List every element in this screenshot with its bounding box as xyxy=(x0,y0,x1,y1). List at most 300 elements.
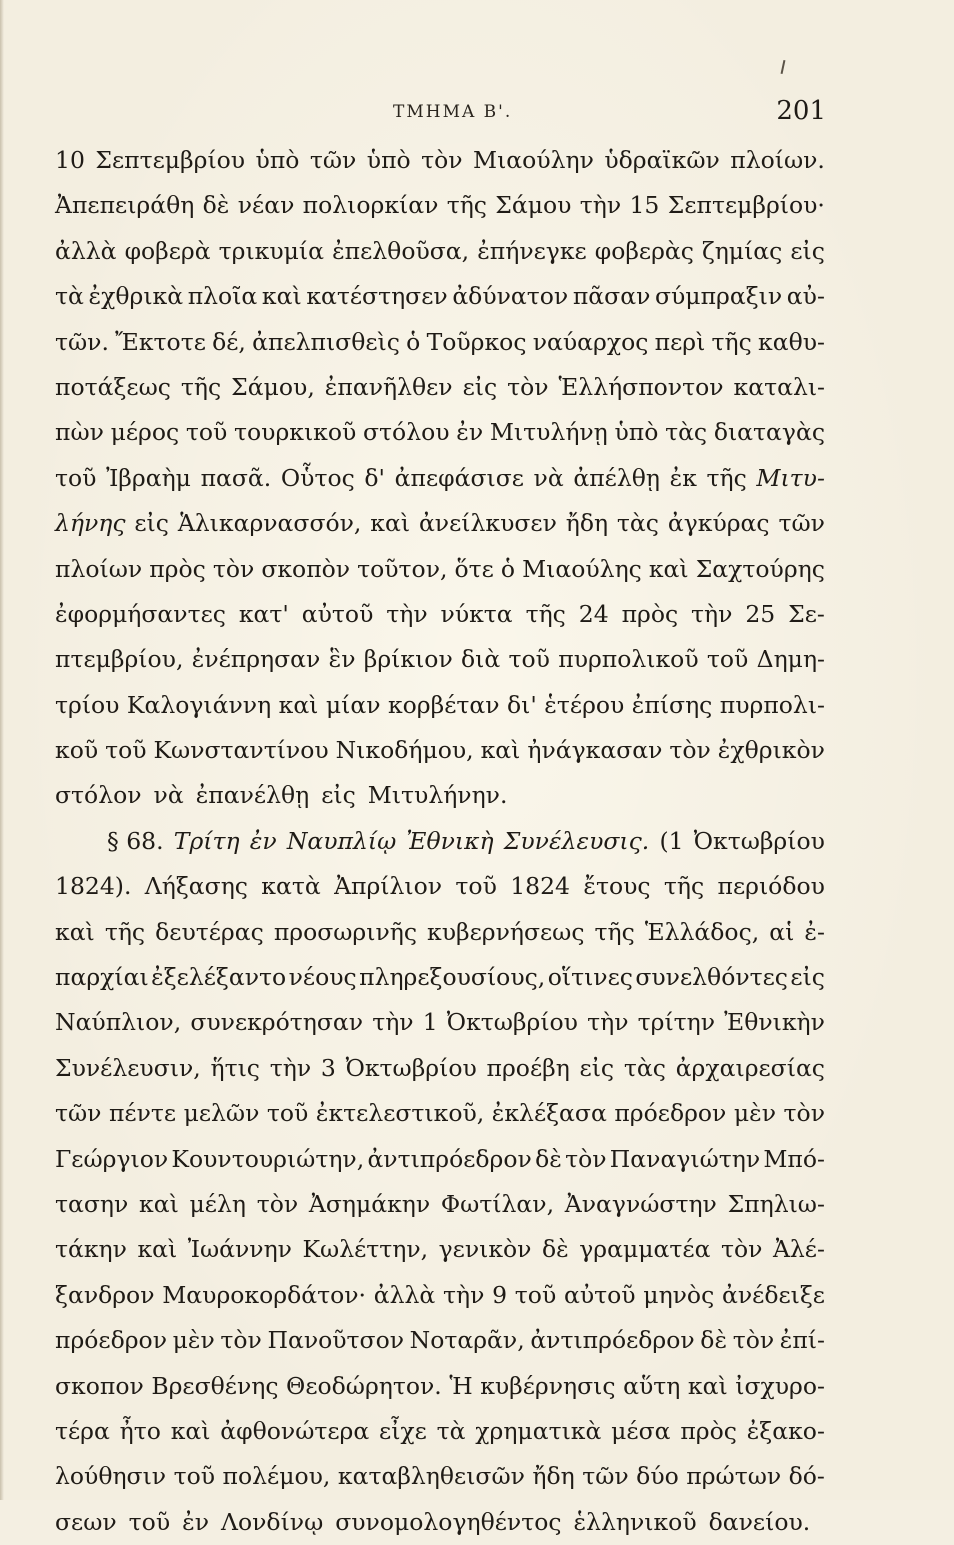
word: Ἀπεπειράθη xyxy=(55,191,195,220)
word: νὰ xyxy=(533,463,564,492)
word: κατέστησεν xyxy=(306,282,448,311)
word: ἀφθονώτερα xyxy=(220,1416,370,1445)
word: τὸν xyxy=(783,1099,825,1128)
word: τὸν xyxy=(220,1326,262,1355)
word: ἐφορμήσαντες xyxy=(55,599,226,628)
text-line xyxy=(55,864,825,909)
text-line xyxy=(55,592,825,637)
word: Ἑλλήσποντον xyxy=(558,372,724,401)
text-line xyxy=(55,1500,825,1545)
word: τὴν xyxy=(579,191,622,220)
word: Πανοῦτσον xyxy=(267,1326,405,1355)
text-line xyxy=(55,910,825,955)
word: 24 xyxy=(578,599,609,628)
word: κορβέταν xyxy=(387,690,500,719)
word: τῶν. xyxy=(55,327,109,356)
word: εἰς xyxy=(790,963,825,992)
word: Κουντουριώτην, xyxy=(171,1144,365,1173)
word: ἐπανῆλθεν xyxy=(324,372,453,401)
word: τοῦ xyxy=(55,463,97,492)
word: τοῦ xyxy=(173,1462,216,1491)
word: ἀπεφάσισε xyxy=(394,463,524,492)
word: ἀγκύρας xyxy=(667,509,770,538)
section-heading: ΤΜΗΜΑ Β'. xyxy=(393,102,513,122)
word: ἐν xyxy=(182,1507,210,1536)
word: αἱ xyxy=(769,917,795,946)
word: σκοπὸν xyxy=(261,554,351,583)
text-line xyxy=(55,229,825,274)
word: πρώτων xyxy=(686,1462,782,1491)
word: μὲν xyxy=(172,1326,215,1355)
word: αὕτη xyxy=(623,1371,681,1400)
word: σύμπραξιν xyxy=(654,282,783,311)
word: περὶ xyxy=(654,327,706,356)
word: ἐκτελεστικοῦ, xyxy=(315,1099,485,1128)
word: ἓν xyxy=(328,645,356,674)
word: ἠνάγκασαν xyxy=(527,736,663,765)
word: Μπό- xyxy=(763,1144,825,1173)
word: πέντε xyxy=(108,1099,177,1128)
word: Σαχτούρης xyxy=(695,554,825,583)
text-line xyxy=(55,819,825,864)
word: ἀπέλθῃ xyxy=(573,463,660,492)
word: Μιτυ- xyxy=(756,463,825,492)
word: τὴν xyxy=(372,1008,414,1037)
word: Μαυροκορδάτον· xyxy=(162,1280,366,1309)
word: καὶ xyxy=(370,509,411,538)
word: ὑπὸ xyxy=(255,146,300,174)
text-line xyxy=(55,955,825,1000)
word: κυβερνήσεως xyxy=(427,917,585,946)
word: φοβερὰ xyxy=(124,236,211,265)
word: εἰς xyxy=(462,372,498,401)
word: τὰς xyxy=(623,1053,666,1082)
word: ἐκλέξασα xyxy=(491,1099,607,1128)
word: Σε- xyxy=(788,599,825,628)
word: νέους xyxy=(288,963,357,992)
word: τὴν xyxy=(386,599,428,628)
word: καταλι- xyxy=(733,372,825,401)
word: 15 xyxy=(629,191,660,220)
word: τοῦ xyxy=(185,418,228,447)
word: Ναυπλίῳ xyxy=(286,826,397,855)
word: ἑλληνικοῦ xyxy=(573,1507,697,1536)
word: τρίτην xyxy=(637,1008,716,1037)
word: καὶ xyxy=(648,554,689,583)
word: Συνέλευσις. xyxy=(503,826,650,855)
word: ζημίας xyxy=(701,236,783,265)
word: § 68. xyxy=(107,826,164,855)
text-line xyxy=(55,1364,825,1409)
word: ἐπί- xyxy=(779,1326,825,1355)
word: ἀπελπισθεὶς xyxy=(252,327,400,356)
word: γενικὸν xyxy=(438,1235,532,1264)
word: τῆς xyxy=(594,917,635,946)
word: μέρος xyxy=(110,418,180,447)
word: συνομολογηθέντος xyxy=(335,1507,562,1536)
word: τὸν xyxy=(212,554,255,583)
word: Ἑλλάδος, xyxy=(644,917,760,946)
print-mark xyxy=(781,60,786,74)
word: καὶ xyxy=(687,1371,728,1400)
word: κοῦ xyxy=(55,736,99,765)
word: τῶν xyxy=(778,509,825,538)
text-line xyxy=(55,1227,825,1272)
word: Βρεσθένης xyxy=(151,1371,279,1400)
word: τῆς xyxy=(706,463,747,492)
word: στόλου xyxy=(363,418,450,447)
word: ἐ- xyxy=(804,917,825,946)
word: τοῦ xyxy=(105,736,147,765)
word: καταβληθεισῶν xyxy=(337,1462,525,1491)
word: τὴν xyxy=(587,1008,629,1037)
word: ἦτο xyxy=(119,1416,161,1445)
word: πυρπολικοῦ xyxy=(558,645,699,674)
word: Ἀλέ- xyxy=(772,1235,825,1264)
word: Παναγιώτην xyxy=(609,1144,761,1173)
word: ἐκ xyxy=(669,463,697,492)
text-line xyxy=(55,320,825,365)
word: τὸν xyxy=(256,1189,299,1218)
word: ἀλλὰ xyxy=(55,236,117,265)
word: πρόεδρον xyxy=(614,1099,727,1128)
word: Ἰβραὴμ xyxy=(106,463,191,492)
text-line xyxy=(55,637,825,682)
word: πλοίων xyxy=(55,554,143,583)
word: εἰς xyxy=(579,1053,615,1082)
word: ἀνέδειξε xyxy=(721,1280,825,1309)
word: φοβερὰς xyxy=(594,236,694,265)
word: τὰς xyxy=(616,509,659,538)
word: ξανδρον xyxy=(55,1280,155,1309)
word: Σάμου, xyxy=(231,372,315,401)
word: χρηματικὰ xyxy=(475,1416,602,1445)
word: πληρεξουσίους, xyxy=(359,963,546,992)
word: πλοίων. xyxy=(730,146,825,174)
text-line xyxy=(55,773,825,818)
text-line xyxy=(55,683,825,728)
word: ναύαρχος xyxy=(532,327,649,356)
word: Νικοδήμου, xyxy=(335,736,474,765)
word: ἐχθρικὸν xyxy=(717,736,825,765)
word: τὴν xyxy=(443,1280,485,1309)
word: Θεοδώρητον. xyxy=(286,1371,442,1400)
word: τὰ xyxy=(55,282,84,311)
text-line xyxy=(55,1454,825,1499)
word: Φωτίλαν, xyxy=(440,1189,555,1218)
text-line xyxy=(55,1000,825,1045)
word: λήνης xyxy=(55,509,126,538)
word: συνεκρότησαν xyxy=(190,1008,364,1037)
word: τῆς xyxy=(663,872,705,901)
word: τοῦ xyxy=(508,645,550,674)
word: ὑπὸ xyxy=(614,418,659,447)
word: νέαν xyxy=(237,191,295,220)
word: περιόδου xyxy=(717,872,825,901)
word: πρὸς xyxy=(149,554,206,583)
word: νὰ xyxy=(153,781,184,810)
word: δὲ xyxy=(535,1144,562,1173)
word: ποτάξεως xyxy=(55,372,171,401)
word: βρίκιον xyxy=(363,645,453,674)
word: Μιαούλην xyxy=(473,146,594,174)
word: Νοταρᾶν, xyxy=(409,1326,525,1355)
word: Μιτυλήνῃ xyxy=(489,418,608,447)
word: ὑδραϊκῶν xyxy=(604,146,720,174)
word: Σάμου xyxy=(495,191,572,220)
word: δέ, xyxy=(212,327,246,356)
word: ἐξακο- xyxy=(746,1416,825,1445)
word: ἰσχυρο- xyxy=(735,1371,825,1400)
word: Ἡ xyxy=(449,1371,473,1400)
word: μίαν xyxy=(325,690,381,719)
word: 1 xyxy=(422,1008,438,1037)
word: Σπηλιω- xyxy=(727,1189,825,1218)
word: πρὸς xyxy=(680,1416,737,1445)
word: 10 xyxy=(55,146,85,174)
word: πυρπολι- xyxy=(719,690,825,719)
word: Λονδίνῳ xyxy=(221,1507,324,1536)
text-line xyxy=(55,138,825,183)
word: 1824 xyxy=(510,872,571,901)
word: κυβέρνησις xyxy=(480,1371,616,1400)
word: Ὀκτωβρίου xyxy=(446,1008,578,1037)
text-line xyxy=(55,365,825,410)
word: καὶ xyxy=(170,1416,211,1445)
word: ὑπὸ xyxy=(366,146,411,174)
word: δύο xyxy=(636,1462,679,1491)
word: Σεπτεμβρίου xyxy=(95,146,246,174)
word: ἀρχαιρεσίας xyxy=(675,1053,825,1082)
word: ἤδη xyxy=(565,509,609,538)
word: τάκην xyxy=(55,1235,127,1264)
running-head xyxy=(0,96,954,136)
word: Ὀκτωβρίου xyxy=(345,1053,477,1082)
word: Ἔκτοτε xyxy=(115,327,206,356)
word: Δημη- xyxy=(756,645,825,674)
word: τῶν xyxy=(55,1099,102,1128)
word: τὰς xyxy=(665,418,708,447)
word: τασην xyxy=(55,1189,129,1218)
word: τὴν xyxy=(691,599,733,628)
word: δὲ xyxy=(541,1235,569,1264)
word: τῆς xyxy=(104,917,146,946)
word: Γεώργιον xyxy=(55,1144,169,1173)
word: Ἁλικαρνασσόν, xyxy=(177,509,362,538)
word: πρόεδρον xyxy=(55,1326,167,1355)
word: ἐπίσης xyxy=(631,690,713,719)
word: εἰς xyxy=(321,781,356,810)
word: προέβη xyxy=(486,1053,570,1082)
word: παρχίαι xyxy=(55,963,149,992)
text-line xyxy=(55,1137,825,1182)
word: τὰ xyxy=(436,1416,466,1445)
word: Ἀσημάκην xyxy=(308,1189,431,1218)
word: τρίου xyxy=(55,690,120,719)
word: τῆς xyxy=(711,327,752,356)
word: τῆς xyxy=(525,599,566,628)
word: Τρίτη xyxy=(173,826,240,855)
word: Ἰωάννην xyxy=(187,1235,292,1264)
word: δό- xyxy=(788,1462,825,1491)
text-line xyxy=(55,501,825,546)
word: συνελθόντες xyxy=(635,963,788,992)
word: δὲ xyxy=(700,1326,728,1355)
word: πὼν xyxy=(55,418,104,447)
text-line xyxy=(55,1318,825,1363)
word: ἀδύνατον xyxy=(452,282,569,311)
word: ἐπελθοῦσα, xyxy=(332,236,470,265)
word: οἵτινες xyxy=(547,963,633,992)
word: καὶ xyxy=(261,282,302,311)
text-line xyxy=(55,1182,825,1227)
word: Τοῦρκος xyxy=(426,327,527,356)
word: δ' xyxy=(364,463,385,492)
word: δευτέρας xyxy=(155,917,264,946)
word: τὸν xyxy=(565,1144,607,1173)
word: Ἐθνικὴν xyxy=(724,1008,825,1037)
text-line xyxy=(55,728,825,773)
word: κατὰ xyxy=(261,872,321,901)
word: διαταγὰς xyxy=(713,418,825,447)
word: τὸν xyxy=(732,1326,775,1355)
word: πλοῖα xyxy=(187,282,258,311)
word: καὶ xyxy=(139,1189,179,1218)
text-line xyxy=(55,1046,825,1091)
word: τὸν xyxy=(720,1235,763,1264)
word: Κωλέττην, xyxy=(302,1235,429,1264)
word: ἥτις xyxy=(210,1053,260,1082)
word: τοῦ xyxy=(706,645,749,674)
word: ἐξελέξαντο xyxy=(151,963,287,992)
word: ἐπανέλθῃ xyxy=(195,781,310,810)
word: ἐνέπρησαν xyxy=(191,645,321,674)
word: (1 xyxy=(659,826,684,855)
word: Οὗτος xyxy=(280,463,355,492)
word: καὶ xyxy=(55,917,95,946)
word: μὲν xyxy=(733,1099,777,1128)
word: Λήξασης xyxy=(144,872,248,901)
word: τοῦ xyxy=(514,1280,557,1309)
word: Ὀκτωβρίου xyxy=(693,826,825,855)
word: ὁ xyxy=(406,327,421,356)
word: πολέμου, xyxy=(222,1462,331,1491)
word: Μιτυλήνην. xyxy=(367,781,508,810)
word: καὶ xyxy=(480,736,521,765)
word: 3 xyxy=(320,1053,336,1082)
word: ἑτέρου xyxy=(544,690,625,719)
word: τοῦ xyxy=(266,1099,309,1128)
word: μέσα xyxy=(611,1416,671,1445)
word: πτεμβρίου, xyxy=(55,645,184,674)
word: καθυ- xyxy=(758,327,825,356)
word: ἀνείλκυσεν xyxy=(418,509,557,538)
word: τὸν xyxy=(507,372,549,401)
word: ἀντιπρόεδρον xyxy=(530,1326,695,1355)
word: ὁ xyxy=(500,554,516,583)
word: 9 xyxy=(492,1280,508,1309)
word: ἔτους xyxy=(583,872,651,901)
text-line xyxy=(55,456,825,501)
word: δὲ xyxy=(202,191,230,220)
word: τὸν xyxy=(669,736,711,765)
word: Ναύπλιον, xyxy=(55,1008,182,1037)
word: ἐπήνεγκε xyxy=(477,236,587,265)
word: ὅτε xyxy=(454,554,494,583)
word: καὶ xyxy=(137,1235,178,1264)
word: Συνέλευσιν, xyxy=(55,1053,201,1082)
word: ἐν xyxy=(249,826,277,855)
word: ἤδη xyxy=(532,1462,575,1491)
word: πρὸς xyxy=(621,599,679,628)
text-line xyxy=(55,1273,825,1318)
word: τὴν xyxy=(269,1053,312,1082)
word: μελῶν xyxy=(183,1099,260,1128)
word: τὸν xyxy=(421,146,463,174)
word: τουρκικοῦ xyxy=(234,418,357,447)
text-line xyxy=(55,547,825,592)
word: σκοπον xyxy=(55,1371,144,1400)
word: προσωρινῆς xyxy=(273,917,417,946)
word: 1824). xyxy=(55,872,132,901)
word: ἐν xyxy=(456,418,484,447)
word: εἶχε xyxy=(379,1416,427,1445)
word: τρικυμία xyxy=(218,236,325,265)
word: τῆς xyxy=(446,191,487,220)
page-edge-shadow xyxy=(0,0,4,1500)
word: τοῦ xyxy=(128,1507,171,1536)
word: πᾶσαν xyxy=(572,282,651,311)
text-line xyxy=(55,1409,825,1454)
word: αὐ- xyxy=(786,282,825,311)
word: τοῦ xyxy=(455,872,497,901)
word: Καλογιάννη xyxy=(126,690,272,719)
word: εἰς xyxy=(790,236,825,265)
word: Σεπτεμβρίου· xyxy=(667,191,825,220)
text-line xyxy=(55,410,825,455)
word: διὰ xyxy=(461,645,501,674)
word: δι' xyxy=(507,690,537,719)
word: δανείου. xyxy=(708,1507,811,1536)
word: τῶν xyxy=(582,1462,629,1491)
word: τῶν xyxy=(309,146,357,174)
word: ἐχθρικὰ xyxy=(88,282,184,311)
word: μηνὸς xyxy=(643,1280,715,1309)
word: γραμματέα xyxy=(579,1235,711,1264)
word: Κωνσταντίνου xyxy=(153,736,329,765)
text-line xyxy=(55,1091,825,1136)
word: στόλον xyxy=(55,781,142,810)
body-text xyxy=(55,138,825,1545)
word: νύκτα xyxy=(440,599,513,628)
word: Ἀναγνώστην xyxy=(564,1189,717,1218)
word: σεων xyxy=(55,1507,117,1536)
word: πολιορκίαν xyxy=(302,191,439,220)
word: τέρα xyxy=(55,1416,110,1445)
word: αὐτοῦ xyxy=(301,599,374,628)
word: ἀλλὰ xyxy=(373,1280,436,1309)
word: τοῦτον, xyxy=(357,554,448,583)
word: ἀντιπρόεδρον xyxy=(367,1144,532,1173)
word: καὶ xyxy=(278,690,319,719)
text-line xyxy=(55,183,825,228)
word: κατ' xyxy=(238,599,289,628)
word: Ἐθνικὴ xyxy=(406,826,494,855)
word: Μιαούλης xyxy=(522,554,642,583)
word: πασᾶ. xyxy=(200,463,272,492)
word: εἰς xyxy=(134,509,169,538)
word: αὐτοῦ xyxy=(563,1280,636,1309)
